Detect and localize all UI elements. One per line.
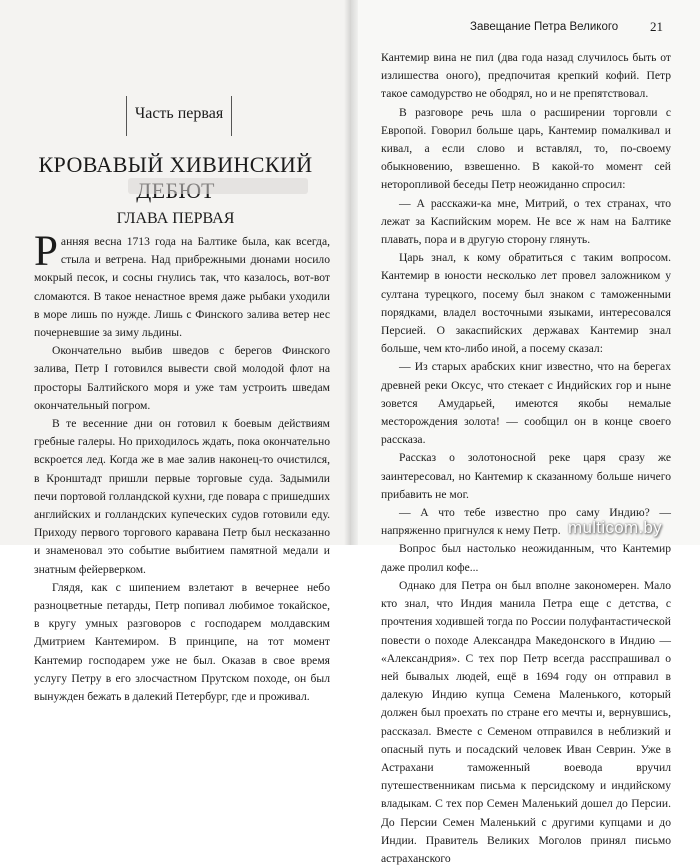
book-title: КРОВАВЫЙ ХИВИНСКИЙ <box>38 152 313 177</box>
paragraph: В разговоре речь шла о расширении торговли с Европой. Говорил больше царь, Кантемир помалкивал и кивал, а если слово и вставлял, то, по-своему обыкновению, взвешенно. В какой-то момент сей неторопливой беседы Петр неожиданно спросил: <box>381 105 671 192</box>
paragraph: В те весенние дни он готовил к боевым действиям гребные галеры. Но приходилось ждать, пока окончательно вскроется лед. Когда же в мае залив наконец-то очистился, в Кронштадт пришли первые торговые суда. Задымили печи портовой голландской кухни, где повара с пришедших английских и голландских купеческих судов готовили еду. Приходу первого торгового каравана Петр был несказанно и знаменовал это событие выбитием памятной медали и знатным фейерверком. <box>34 417 330 576</box>
print-smudge <box>128 178 308 194</box>
running-head: Завещание Петра Великого <box>470 21 619 33</box>
left-page-body <box>34 228 330 706</box>
paragraph: Окончательно выбив шведов с берегов Финского залива, Петр I готовился вывести свой молодой флот на просторы Балтийского моря и уже там устроить шведам окончательный погром. <box>34 344 330 412</box>
watermark: multicom.by <box>568 518 662 537</box>
paragraph: — А что тебе известно про саму Индию? — напряженно пригнулся к нему Петр. <box>381 506 671 538</box>
book-gutter <box>344 0 358 545</box>
paragraph: — Из старых арабских книг известно, что на берегах древней реки Оксус, что стекает с Индийских гор и ныне зовется Амударьей, имеются якобы немалые месторождения золота! — сообщил он в конце своего рассказа. <box>381 360 671 447</box>
page-number: 21 <box>650 19 663 34</box>
paragraph: Вопрос был настолько неожиданным, что Кантемир даже пролил кофе... <box>381 542 671 574</box>
paragraph <box>34 228 330 342</box>
right-page-body <box>381 49 671 868</box>
paragraph: Глядя, как с шипением взлетают в вечернее небо разноцветные петарды, Петр попивал любимое токайское, в кругу умных разговоров с господарем молдавским Дмитрием Кантемиром. В принципе, на тот момент Кантемир господарем уже не был. Оказав в свое время услугу Петру в его злосчастном Прутском походе, он был вынужден бежать в далекий Петербург, где и проживал. <box>34 580 330 704</box>
part-label: Часть первая <box>134 105 224 122</box>
paragraph: Царь знал, к кому обратиться с таким вопросом. Кантемир в юности несколько лет провел заложником у султана турецкого, посему был знаком с таможенными порядками, владел восточными языками, интересовался Персией. О закаспийских державах Кантемир знал больше, чем кто-либо иной, а посему сказал: <box>381 251 671 356</box>
chapter-title: ГЛАВА ПЕРВАЯ <box>116 210 235 227</box>
paragraph: — А расскажи-ка мне, Митрий, о тех странах, что лежат за Каспийским морем. Не все ж нам на Балтике плавать, пора и в другую сторону глянуть. <box>381 196 671 247</box>
left-page <box>0 0 351 704</box>
paragraph: Рассказ о золотоносной реке царя сразу же заинтересовал, но Кантемир к сказанному больше ничего прибавить не мог. <box>381 451 671 501</box>
paragraph: Кантемир вина не пил (два года назад случилось быть от излишества оного), предпочитая крепкий кофий. Петр такое самодурство не ободрял, но и не препятствовал. <box>381 51 671 101</box>
part-heading-frame <box>126 96 232 136</box>
drop-cap: Р <box>34 228 58 275</box>
paragraph-text: анняя весна 1713 года на Балтике была, как всегда, стыла и ветрена. Над прибрежными дюнами носило мокрый песок, и сосны гнулись так, что казалось, вот-вот сломаются. В такое ненастное время даже рыбаки уходили в море лишь по нужде. Лишь с Финского залива ветер нес почерневшие за зиму льдины. <box>34 235 330 340</box>
paragraph: Однако для Петра он был вполне закономерен. Мало кто знал, что Индия манила Петра еще с детства, с прочтения ходившей тогда по России полуфантастической повести о походе Александра Македонского в Индию — «Александрия». С тех пор Петр всегда расспрашивал о ней бывалых людей, ещё в 1694 году он отправил в далекую Индию купца Семена Маленького, который должен был проехать по стране его мечты и, вернувшись, рассказал. Вместе с Семеном отправился в неблизкий и опасный путь и посадский человек Иван Севрин. Уже в Астрахани таможенный воевода вручил путешественникам письма к персидскому и индийскому владыкам. С тех пор Семен Маленький дошел до Персии. До Персии Семен Маленький с другими купцами и до Индии. Правитель Великих Моголов принял письмо астраханского <box>381 578 671 865</box>
